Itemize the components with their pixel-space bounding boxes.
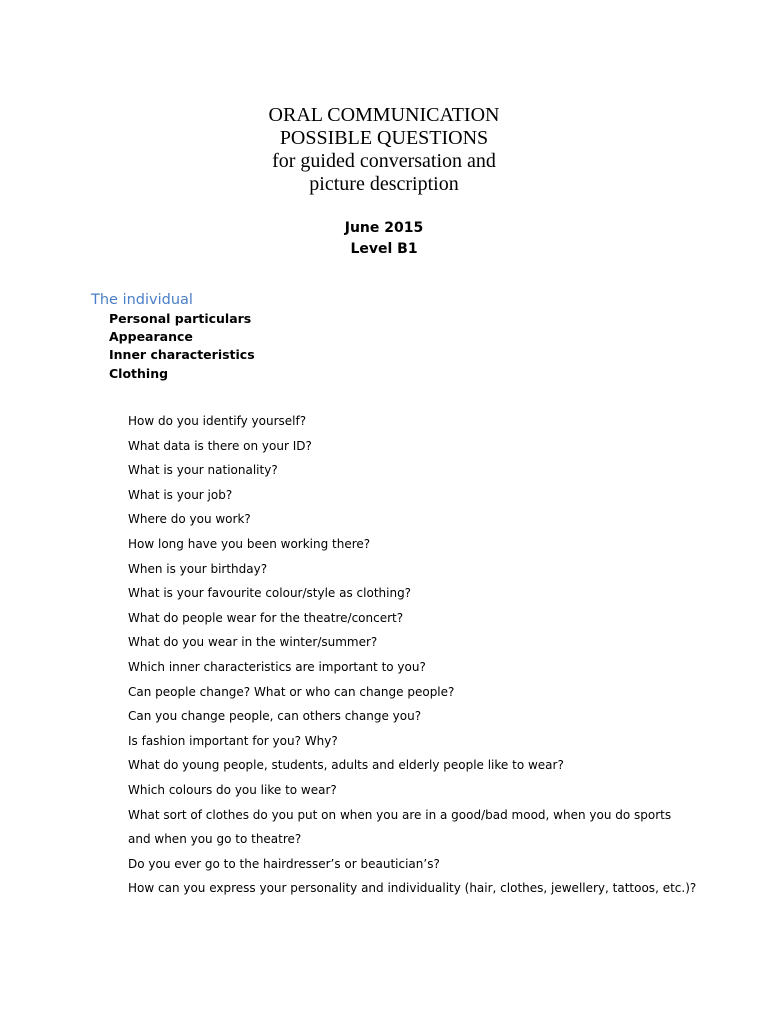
exam-level: Level B1 [350,241,418,257]
question-item: Can you change people, can others change you? [128,709,422,724]
question-item: How can you express your personality and individuality (hair, clothes, jewellery, tattoos, etc.)? [128,881,697,896]
question-item: What do people wear for the theatre/concert? [128,610,404,625]
question-item: and when you go to theatre? [128,832,302,847]
question-item: When is your birthday? [128,561,268,576]
question-item: How do you identify yourself? [128,414,307,428]
title-line-2: POSSIBLE QUESTIONS [279,127,489,149]
exam-date: June 2015 [344,220,424,236]
exam-meta [0,218,768,260]
question-item: What is your favourite colour/style as clothing? [128,586,412,601]
question-item: Is fashion important for you? Why? [128,733,338,748]
question-item: Which inner characteristics are important to you? [128,659,426,674]
section-title: The individual [91,292,193,308]
question-item: What is your job? [128,487,233,502]
subtitle-line-2: picture description [309,173,459,195]
question-item: Which colours do you like to wear? [128,782,337,797]
question-item: Where do you work? [128,512,251,527]
title-line-1: ORAL COMMUNICATION [268,104,500,126]
question-item: What do you wear in the winter/summer? [128,635,378,650]
subtopic-item: Clothing [109,365,169,381]
document-title [0,104,768,196]
subtitle-line-1: for guided conversation and [272,150,496,172]
subtopic-item: Personal particulars [109,311,252,326]
subtopic-list [109,310,255,383]
question-item: How long have you been working there? [128,536,371,551]
question-item: Do you ever go to the hairdresser’s or beautician’s? [128,856,440,871]
question-item: What sort of clothes do you put on when you are in a good/bad mood, when you do sports [128,807,672,822]
question-list [128,409,696,901]
question-item: What do young people, students, adults and elderly people like to wear? [128,758,564,773]
subtopic-item: Inner characteristics [109,347,255,363]
subtopic-item: Appearance [109,329,193,345]
question-item: What data is there on your ID? [128,438,312,453]
question-item: What is your nationality? [128,463,278,478]
question-item: Can people change? What or who can change people? [128,684,455,699]
